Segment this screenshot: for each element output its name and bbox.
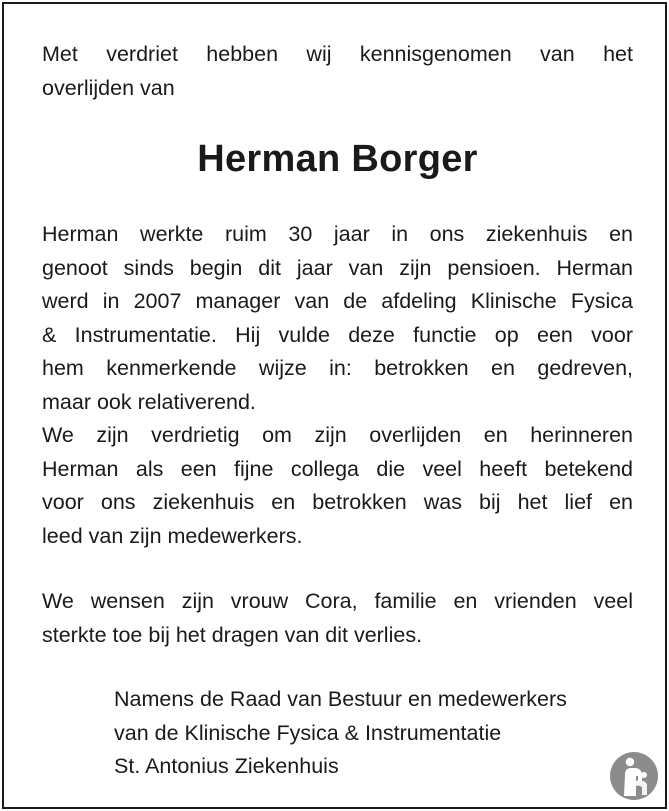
body-line: Herman werkte ruim 30 jaar in ons ziekenhuis en <box>42 222 633 246</box>
body-line: We zijn verdrietig om zijn overlijden en herinneren <box>42 423 633 447</box>
body-line: werd in 2007 manager van de afdeling Klinische Fysica <box>42 289 633 313</box>
signature-line: Namens de Raad van Bestuur en medewerkers <box>114 687 567 711</box>
body-line: genoot sinds begin dit jaar van zijn pensioen. Herman <box>42 255 633 280</box>
emblem-figure-head <box>626 758 634 766</box>
intro-line: Met verdriet hebben wij kennisgenomen van het <box>42 42 633 66</box>
body-line: hem kenmerkende wijze in: betrokken en gedreven, <box>42 356 633 380</box>
wishes-line: sterkte toe bij het dragen van dit verlies. <box>42 622 423 647</box>
wishes-line: We wensen zijn vrouw Cora, familie en vrienden veel <box>42 589 633 613</box>
body-line: voor ons ziekenhuis en betrokken was bij het lief en <box>42 490 633 514</box>
body-line: maar ook relativerend. <box>42 389 256 414</box>
signature-block <box>114 683 567 784</box>
body-paragraph <box>42 218 633 553</box>
signature-line: van de Klinische Fysica & Instrumentatie <box>114 720 502 745</box>
body-line: & Instrumentatie. Hij vulde deze functie op een voor <box>42 322 633 347</box>
body-line: Herman als een fijne collega die veel heeft betekend <box>42 456 633 481</box>
emblem-graphic <box>609 751 659 801</box>
body-line: leed van zijn medewerkers. <box>42 523 303 548</box>
deceased-name: Herman Borger <box>197 138 478 180</box>
emblem-figure-child-head <box>641 772 647 778</box>
signature-line: St. Antonius Ziekenhuis <box>114 754 339 778</box>
wishes-paragraph <box>42 585 633 652</box>
hospital-emblem-icon <box>609 751 659 801</box>
condolence-notice <box>2 2 667 809</box>
intro-line: overlijden van <box>42 75 175 100</box>
intro-paragraph <box>42 38 633 105</box>
